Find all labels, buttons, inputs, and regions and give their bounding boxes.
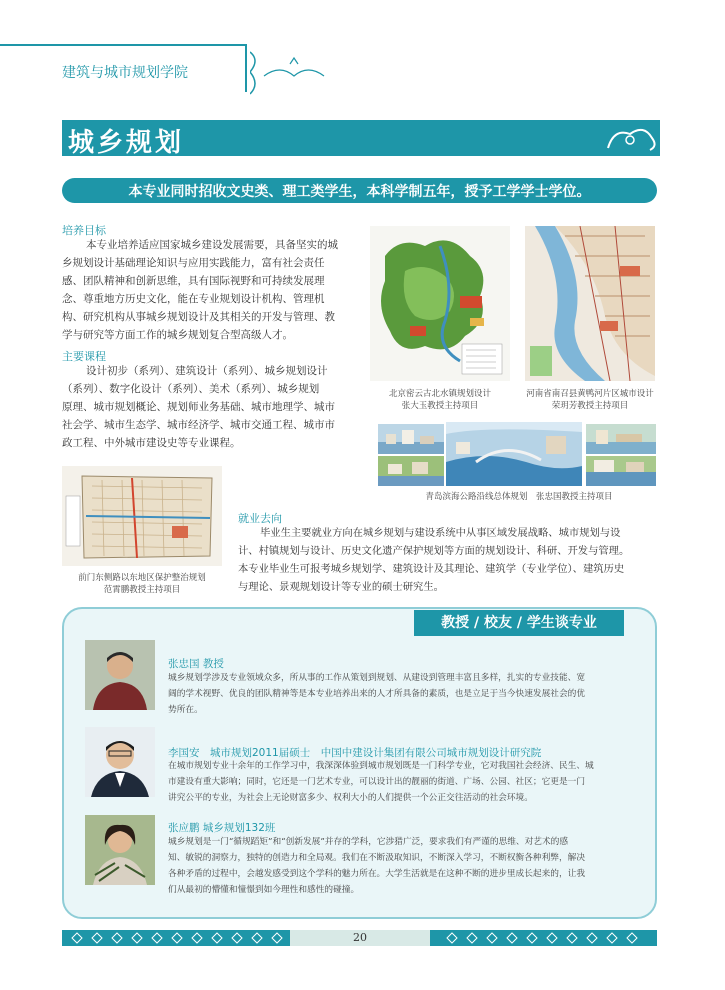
protection-plan-image	[62, 466, 222, 566]
header-rule-vertical	[245, 44, 247, 92]
goals-heading: 培养目标	[62, 224, 106, 237]
career-line: 与理论、景观规划设计等专业的硕士研究生。	[238, 581, 444, 593]
figure-qingdao-image-4	[586, 456, 656, 486]
goals-line: 乡规划设计基础理论知识与应用实践能力，富有社会责任	[62, 257, 325, 269]
figure-qingdao-image-main	[446, 422, 582, 486]
goals-line: 感、团队精神和创新思维，具有国际视野和可持续发展理	[62, 275, 325, 287]
figure-qingdao-image-1	[378, 424, 444, 454]
person-quote	[168, 670, 640, 718]
career-text	[238, 524, 658, 596]
courses-line: 原理、城市规划概论、规划师业务基础、城市地理学、城市	[62, 401, 335, 413]
caption-line: 范霄鹏教授主持项目	[103, 585, 181, 595]
career-line: 本专业毕业生可报考城乡规划学、建筑设计及其理论、建筑学（专业学位）、建筑历史	[238, 563, 625, 575]
person-quote	[168, 758, 640, 806]
header-rule	[0, 44, 245, 46]
quote-line: 讲究公平的专业，为社会上无论财富多少、权利大小的人们提供一个公正交往活动的社会环境。	[168, 793, 533, 803]
goals-line: 学与研究等方面工作的城乡规划复合型高级人才。	[62, 329, 293, 341]
courses-text	[62, 362, 362, 452]
quote-line: 市建设有重大影响；同时，它还是一门艺术专业，可以设计出的靓丽的街道、广场、公园、社区；它更是一门	[168, 777, 585, 787]
person-quote	[168, 834, 640, 898]
career-heading: 就业去向	[238, 512, 282, 525]
school-name: 建筑与城市规划学院	[62, 65, 188, 81]
quote-line: 各种矛盾的过程中，会越发感受到这个学科的魅力所在。大学生活就是在这种不断的进步里成长起来的，让我	[168, 869, 585, 879]
figure-qianmen-caption	[62, 572, 222, 596]
courses-line: 政工程、中外城市建设史等专业课程。	[62, 437, 241, 449]
goals-line: 念、尊重地方历史文化，能在专业规划设计机构、管理机	[62, 293, 325, 305]
courses-line: 设计初步（系列）、建筑设计（系列）、城乡规划设计	[86, 365, 328, 377]
quote-line: 在城市规划专业十余年的工作学习中，我深深体验到城市规划既是一门科学专业，它对我国社会经济、民生、城	[168, 761, 594, 771]
figure-qingdao-image-2	[378, 456, 444, 486]
avatar	[85, 815, 155, 885]
goals-line: 构、研究机构从事城乡规划设计及其相关的开发与管理、教	[62, 311, 335, 323]
career-line: 计、村镇规划与设计、历史文化遗产保护规划等方面的规划设计、科研、开发与管理。	[238, 545, 630, 557]
goals-line: 本专业培养适应国家城乡建设发展需要，具备坚实的城	[86, 239, 338, 251]
figure-qingdao-image-3	[586, 424, 656, 454]
roof-ornament-icon	[250, 50, 330, 96]
quote-line: 城乡规划是一门“循规蹈矩”和“创新发展”并存的学科，它涉猎广泛，要求我们有严谨的思维、对艺术的感	[168, 837, 569, 847]
talk-title: 教授 / 校友 / 学生谈专业	[414, 610, 624, 636]
person-name: 李国安 城市规划2011届硕士 中国中建设计集团有限公司城市规划设计研究院	[168, 747, 542, 759]
figure-qingdao-caption: 青岛滨海公路沿线总体规划 张忠国教授主持项目	[425, 492, 613, 502]
page-title: 城乡规划	[68, 128, 185, 158]
intro-banner	[62, 178, 657, 203]
figure-nanzhao-plan	[525, 226, 655, 381]
avatar	[85, 640, 155, 710]
cloud-ornament-icon	[600, 120, 660, 156]
courses-line: （系列）、数字化设计（系列）、美术（系列）、城乡规划	[62, 383, 320, 395]
caption-line: 荣玥芳教授主持项目	[551, 401, 629, 411]
figure-qianmen-plan	[62, 466, 222, 566]
caption-line: 北京密云古北水镇规划设计	[388, 389, 491, 399]
quote-line: 阔的学术视野、优良的团队精神等是本专业培养出来的人才所具备的素质，也是立足于当今快速发展社会的优	[168, 689, 585, 699]
person-name: 张忠国 教授	[168, 658, 224, 670]
career-line: 毕业生主要就业方向在城乡规划与建设系统中从事区域发展战略、城市规划与设	[260, 527, 621, 539]
avatar	[85, 727, 155, 797]
intro-banner-text: 本专业同时招收文史类、理工类学生，本科学制五年，授予工学学士学位。	[128, 184, 591, 200]
goals-text	[62, 236, 362, 344]
quote-line: 知、敏锐的洞察力，独特的创造力和全局观。我们在不断汲取知识，不断深入学习，不断权衡各种利弊，解决	[168, 853, 585, 863]
page-number: 20	[353, 931, 367, 944]
urban-design-image	[525, 226, 655, 381]
courses-heading: 主要课程	[62, 350, 106, 363]
person-name: 张应鹏 城乡规划132班	[168, 822, 276, 834]
caption-line: 张大玉教授主持项目	[401, 401, 479, 411]
caption-line: 前门东侧路以东地区保护整治规划	[78, 573, 206, 583]
figure-gubei-plan	[370, 226, 510, 381]
quote-line: 势所在。	[168, 705, 203, 715]
master-plan-image	[370, 226, 510, 381]
figure-gubei-caption	[370, 388, 510, 412]
quote-line: 们从最初的懵懂和憧憬到如今理性和感性的碰撞。	[168, 885, 360, 895]
quote-line: 城乡规划学涉及专业领域众多，所从事的工作从策划到规划、从建设到管理丰富且多样，扎实的专业技能、宽	[168, 673, 585, 683]
caption-line: 河南省南召县黄鸭河片区城市设计	[526, 389, 654, 399]
figure-nanzhao-caption	[520, 388, 660, 412]
courses-line: 社会学、城市生态学、城市经济学、城市交通工程、城市市	[62, 419, 335, 431]
